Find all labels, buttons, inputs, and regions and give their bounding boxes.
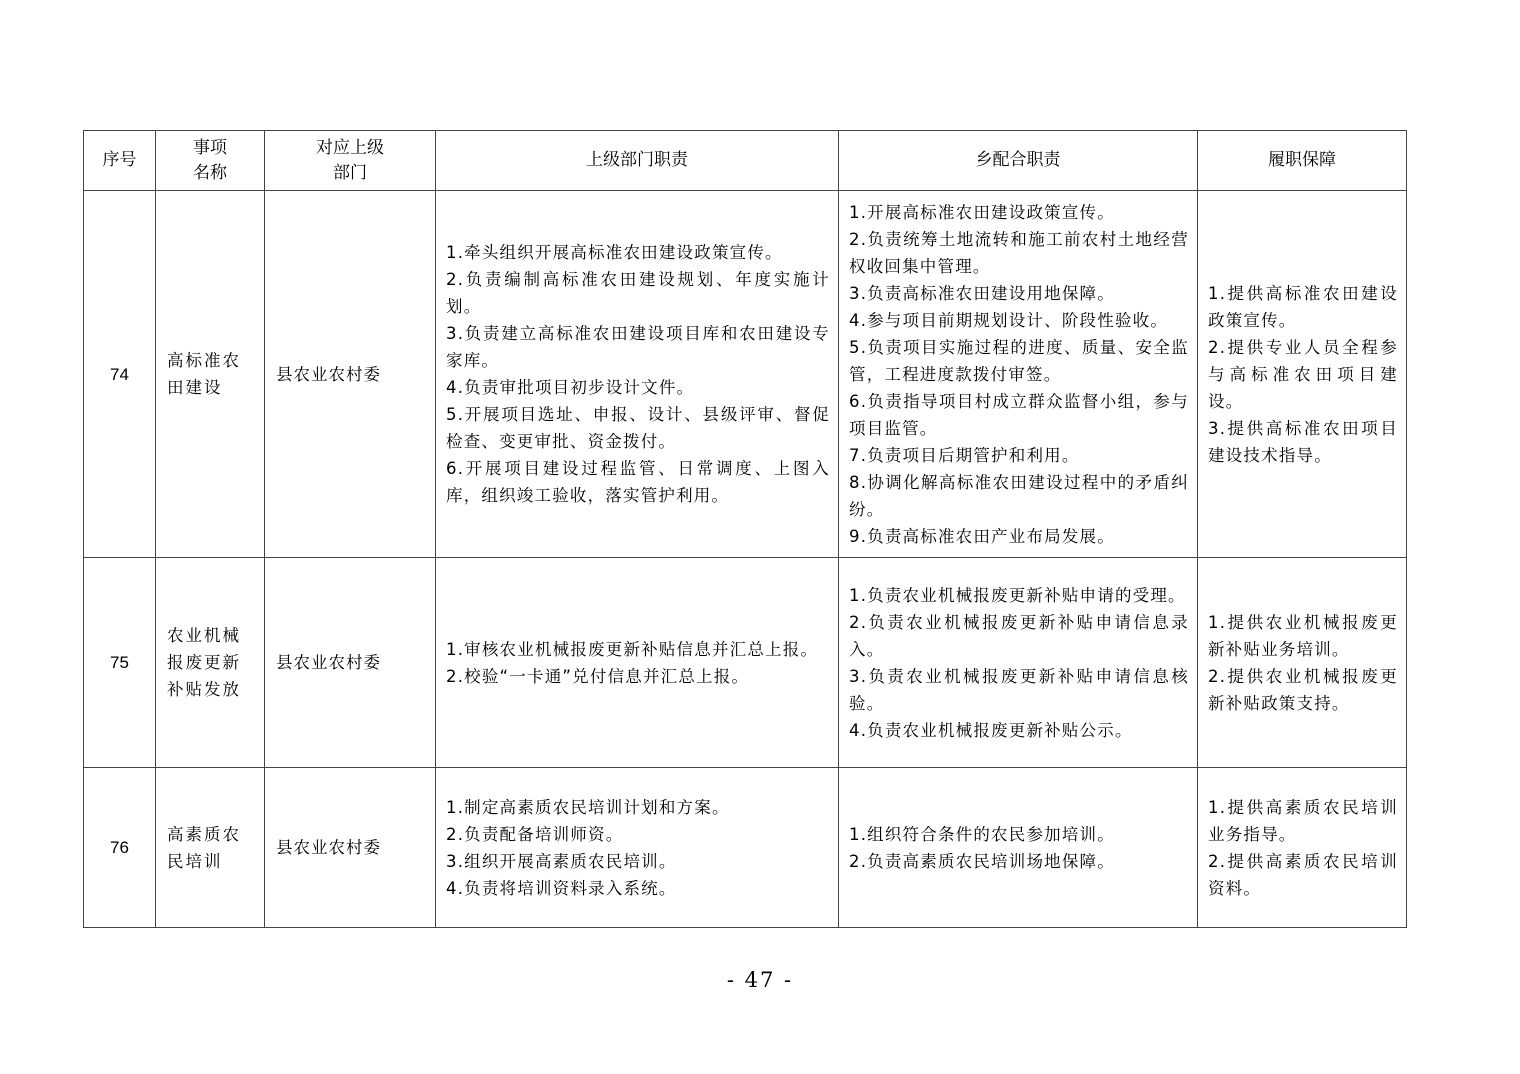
row-number: 76 [84, 768, 156, 928]
header-name-line2: 名称 [193, 162, 227, 183]
header-name [156, 131, 265, 191]
header-upper: 上级部门职责 [436, 131, 839, 191]
guarantee-line: 1.提供农业机械报废更新补贴业务培训。 [1208, 612, 1398, 659]
guarantee-line: 1.提供高素质农民培训业务指导。 [1208, 797, 1398, 844]
header-guarantee: 履职保障 [1198, 131, 1407, 191]
duty-line: 2.负责农业机械报废更新补贴申请信息录入。 [849, 612, 1189, 659]
guarantee-line: 3.提供高标准农田项目建设技术指导。 [1208, 418, 1398, 465]
item-name: 高素质农民培训 [156, 768, 265, 928]
duty-line: 1.开展高标准农田建设政策宣传。 [849, 202, 1115, 222]
duty-line: 2.负责高素质农民培训场地保障。 [849, 851, 1115, 871]
duty-line: 4.负责将培训资料录入系统。 [446, 878, 677, 898]
guarantee [1198, 558, 1407, 768]
guarantee-line: 2.提供专业人员全程参与高标准农田项目建设。 [1208, 337, 1398, 411]
town-duties [839, 558, 1198, 768]
table-row [84, 191, 1407, 558]
duty-line: 2.负责编制高标准农田建设规划、年度实施计划。 [446, 270, 830, 316]
row-number: 75 [84, 558, 156, 768]
duty-line: 1.牵头组织开展高标准农田建设政策宣传。 [446, 243, 783, 262]
header-dept [265, 131, 436, 191]
duty-line: 2.校验“一卡通”兑付信息并汇总上报。 [446, 666, 750, 686]
town-duties [839, 768, 1198, 928]
row-number: 74 [84, 191, 156, 558]
duty-line: 1.组织符合条件的农民参加培训。 [849, 824, 1115, 844]
guarantee [1198, 768, 1407, 928]
duty-line: 5.开展项目选址、申报、设计、县级评审、督促检查、变更审批、资金拨付。 [446, 405, 830, 451]
duty-line: 3.负责农业机械报废更新补贴申请信息核验。 [849, 666, 1189, 713]
duty-line: 1.审核农业机械报废更新补贴信息并汇总上报。 [446, 639, 819, 659]
duty-line: 4.负责审批项目初步设计文件。 [446, 378, 695, 397]
duty-line: 2.负责统筹土地流转和施工前农村土地经营权收回集中管理。 [849, 229, 1189, 276]
header-dept-line1: 对应上级 [316, 137, 384, 158]
item-name: 农业机械报废更新补贴发放 [156, 558, 265, 768]
duty-line: 4.参与项目前期规划设计、阶段性验收。 [849, 310, 1169, 330]
upper-duties [436, 558, 839, 768]
page-number: - 47 - [726, 968, 794, 992]
header-town: 乡配合职责 [839, 131, 1198, 191]
duty-line: 3.负责高标准农田建设用地保障。 [849, 283, 1115, 303]
item-name: 高标准农田建设 [156, 191, 265, 558]
upper-duties [436, 768, 839, 928]
duty-line: 7.负责项目后期管护和利用。 [849, 445, 1080, 465]
guarantee [1198, 191, 1407, 558]
duty-line: 4.负责农业机械报废更新补贴公示。 [849, 720, 1133, 740]
duty-table [83, 130, 1407, 928]
duty-line: 8.协调化解高标准农田建设过程中的矛盾纠纷。 [849, 472, 1189, 519]
guarantee-line: 2.提供农业机械报废更新补贴政策支持。 [1208, 666, 1398, 713]
header-row [84, 131, 1407, 191]
duty-line: 6.开展项目建设过程监管、日常调度、上图入库，组织竣工验收，落实管护利用。 [446, 459, 830, 505]
duty-line: 2.负责配备培训师资。 [446, 824, 624, 844]
duty-line: 6.负责指导项目村成立群众监督小组，参与项目监管。 [849, 391, 1189, 438]
town-duties [839, 191, 1198, 558]
table-row [84, 768, 1407, 928]
guarantee-line: 1.提供高标准农田建设政策宣传。 [1208, 283, 1398, 330]
header-no: 序号 [84, 131, 156, 191]
upper-dept: 县农业农村委 [265, 191, 436, 558]
header-name-line1: 事项 [193, 137, 227, 158]
upper-dept: 县农业农村委 [265, 558, 436, 768]
table-row [84, 558, 1407, 768]
duty-line: 3.组织开展高素质农民培训。 [446, 851, 677, 871]
duty-line: 9.负责高标准农田产业布局发展。 [849, 526, 1115, 546]
guarantee-line: 2.提供高素质农民培训资料。 [1208, 851, 1398, 898]
upper-dept: 县农业农村委 [265, 768, 436, 928]
header-dept-line2: 部门 [333, 162, 367, 183]
upper-duties [436, 191, 839, 558]
duty-line: 3.负责建立高标准农田建设项目库和农田建设专家库。 [446, 324, 830, 370]
duty-line: 1.负责农业机械报废更新补贴申请的受理。 [849, 585, 1186, 605]
duty-line: 5.负责项目实施过程的进度、质量、安全监管，工程进度款拨付审签。 [849, 337, 1189, 384]
duty-line: 1.制定高素质农民培训计划和方案。 [446, 797, 730, 817]
